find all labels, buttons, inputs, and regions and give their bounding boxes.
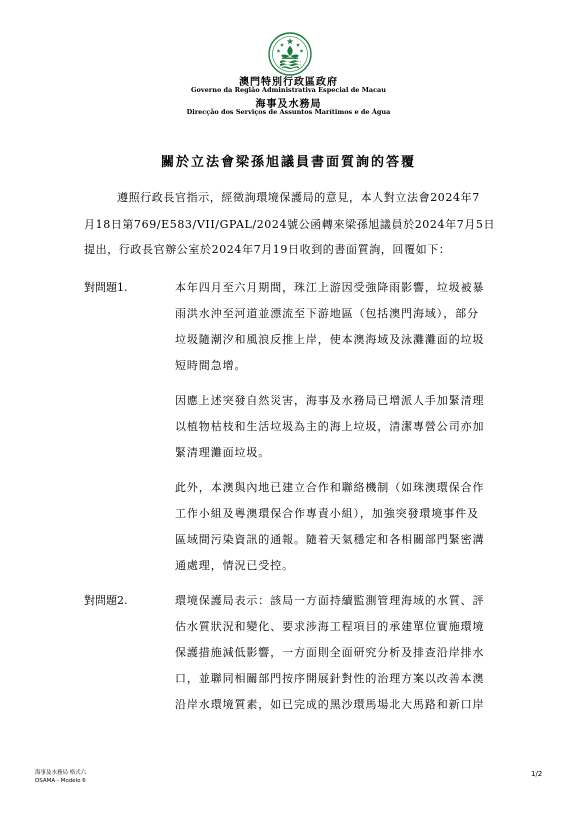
footer-form-zh: 海事及水務局 格式六 bbox=[35, 770, 87, 776]
answer-line: 工作小組及粵澳環保合作專責小組），加強突發環境事件及 bbox=[175, 507, 479, 520]
header-dept-zh: 海事及水務局 bbox=[255, 99, 322, 110]
document-title: 關於立法會梁孫旭議員書面質詢的答覆 bbox=[160, 155, 416, 170]
header-dept-pt: Direcção dos Serviços de Assuntos Marítimos e de Água bbox=[186, 108, 391, 116]
answer-line: 口，並聯同相關部門按序開展針對性的治理方案以改善本澳 bbox=[175, 672, 485, 685]
intro-line: 遵照行政長官指示，經徵詢環境保護局的意見，本人對立法會2024年7 bbox=[117, 191, 480, 204]
answer-line: 通處理，情況已受控。 bbox=[175, 559, 294, 572]
footer-form-pt: DSAMA - Modelo 6 bbox=[35, 778, 86, 784]
answer-line: 因應上述突發自然災害，海事及水務局已增派人手加緊清理 bbox=[175, 394, 485, 407]
answer-line: 估水質狀況和變化、要求涉海工程項目的承建單位實施環境 bbox=[175, 620, 485, 633]
footer-form-id bbox=[35, 769, 86, 785]
answer-line: 緊清理灘面垃圾。 bbox=[175, 446, 271, 459]
answer-line: 此外，本澳與內地已建立合作和聯絡機制（如珠澳環保合作 bbox=[175, 481, 485, 494]
page-number: 1/2 bbox=[531, 770, 543, 778]
intro-line: 月18日第769/E583/VII/GPAL/2024號公函轉來梁孫旭議員於2024年7月5日 bbox=[84, 218, 496, 231]
header-org-zh: 澳門特別行政區政府 bbox=[239, 77, 338, 88]
answer-line: 垃圾隨潮汐和風浪反推上岸，使本澳海域及泳灘灘面的垃圾 bbox=[175, 333, 485, 346]
header-org-pt: Governo da Região Administrativa Especial de Macau bbox=[191, 86, 386, 94]
answer-line: 本年四月至六月期間，珠江上游因受強降雨影響，垃圾被暴 bbox=[175, 281, 485, 294]
answer-line: 區域間污染資訊的通報。隨着天氣穩定和各相關部門緊密溝 bbox=[175, 533, 485, 546]
answer-line: 沿岸水環境質素，如已完成的黑沙環馬場北大馬路和新口岸 bbox=[175, 698, 485, 711]
answer-line: 雨洪水沖至河道並漂流至下游地區（包括澳門海域），部分 bbox=[175, 307, 479, 320]
answer-line: 保護措施減低影響，一方面則全面研究分析及排查沿岸排水 bbox=[175, 646, 485, 659]
intro-line: 提出，行政長官辦公室於2024年7月19日收到的書面質詢，回覆如下： bbox=[84, 243, 451, 256]
macao-emblem-icon bbox=[268, 32, 312, 76]
question-label: 對問題2. bbox=[84, 594, 128, 607]
question-label: 對問題1. bbox=[84, 281, 128, 294]
answer-line: 短時間急增。 bbox=[175, 359, 247, 372]
answer-line: 環境保護局表示：該局一方面持續監測管理海域的水質、評 bbox=[175, 594, 485, 607]
answer-line: 以植物枯枝和生活垃圾為主的海上垃圾，清潔專營公司亦加 bbox=[175, 420, 485, 433]
